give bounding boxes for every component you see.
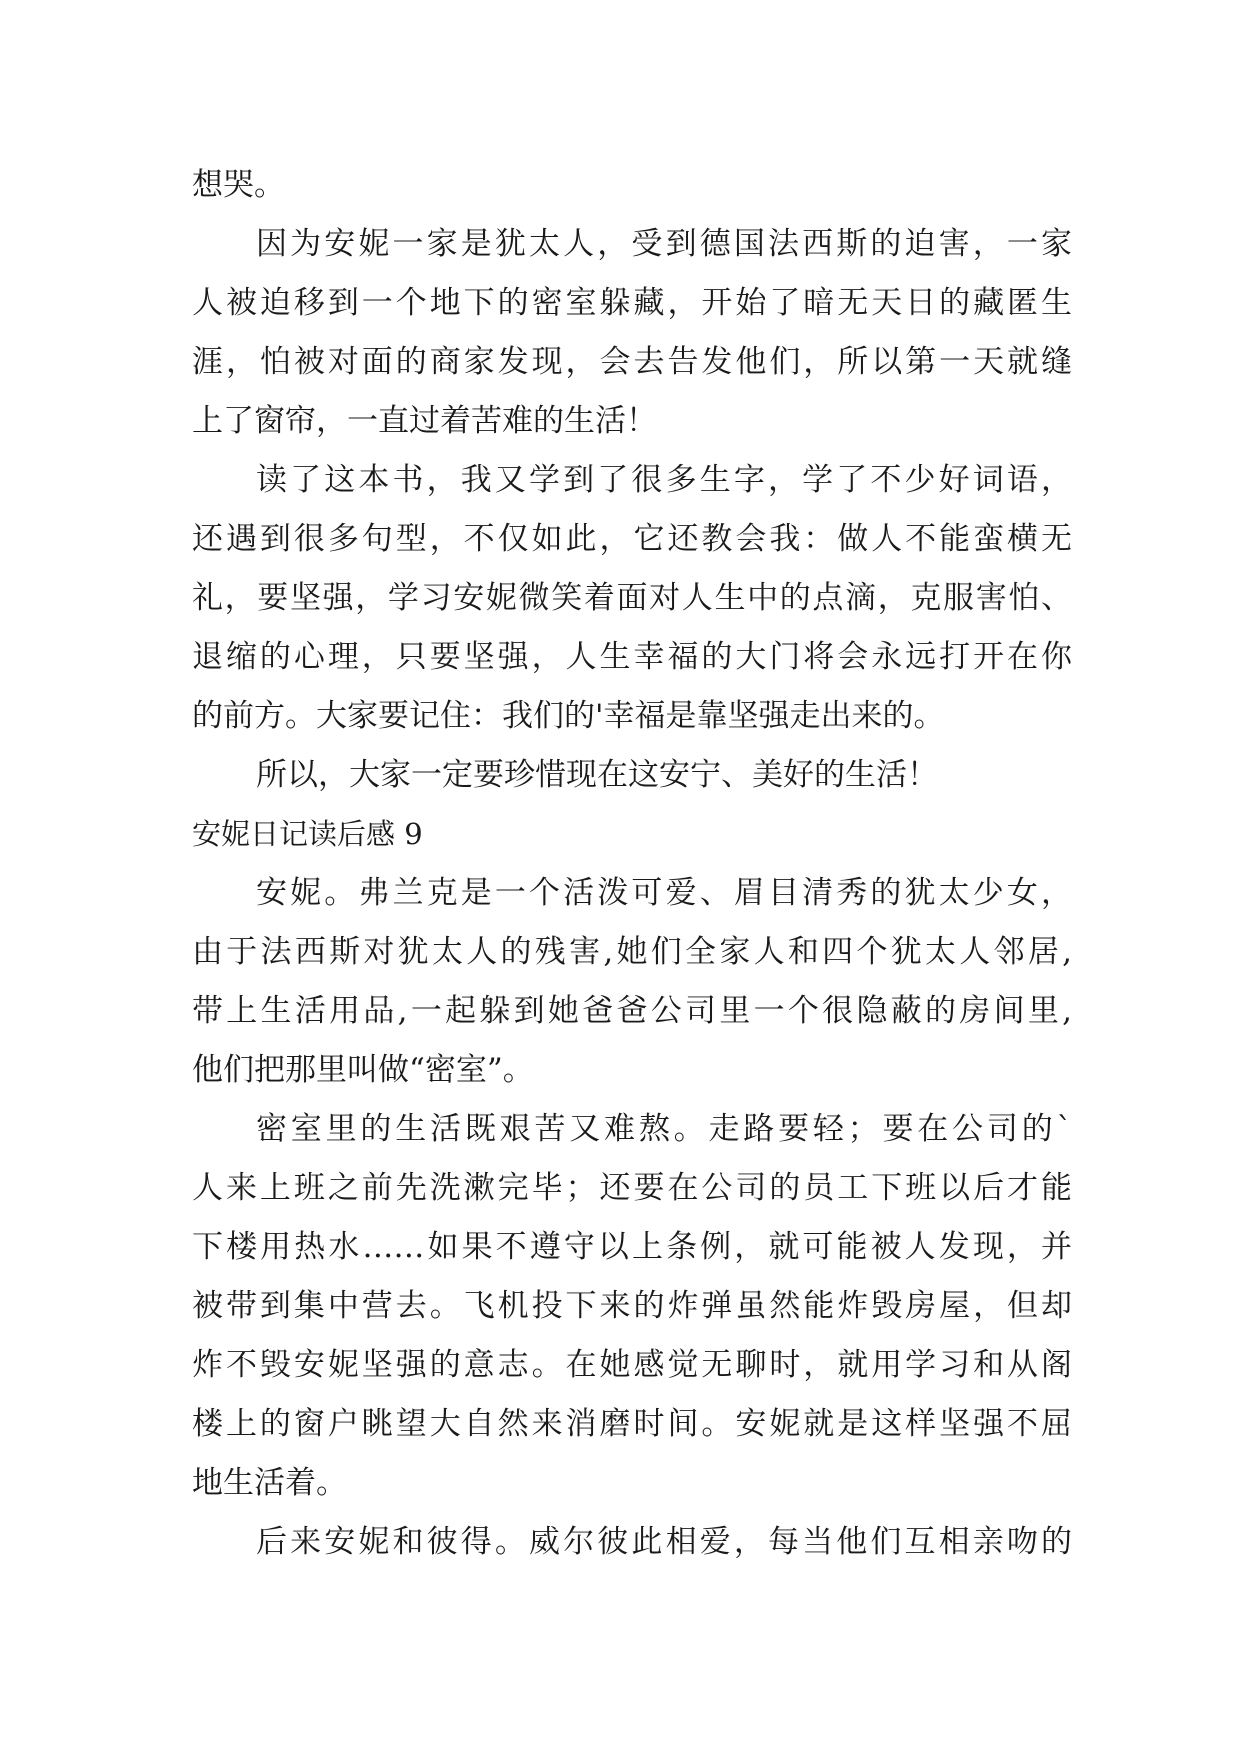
paragraph-line: 想哭。 [192, 167, 285, 203]
paragraph-line: 带上生活用品,一起躲到她爸爸公司里一个很隐蔽的房间里, [192, 993, 1072, 1029]
document-body [192, 156, 1072, 1572]
paragraph-line: 楼上的窗户眺望大自然来消磨时间。安妮就是这样坚强不屈 [192, 1406, 1072, 1442]
paragraph-line: 地生活着。 [192, 1465, 347, 1501]
paragraph-line: 他们把那里叫做“密室”。 [192, 1052, 534, 1088]
paragraph-first-line: 密室里的生活既艰苦又难熬。走路要轻；要在公司的` [256, 1111, 1072, 1147]
paragraph-line: 涯，怕被对面的商家发现，会去告发他们，所以第一天就缝 [192, 344, 1072, 380]
paragraph-first-line: 读了这本书，我又学到了很多生字，学了不少好词语， [256, 462, 1072, 498]
section-heading: 安妮日记读后感 9 [192, 817, 423, 851]
paragraph-line: 退缩的心理，只要坚强，人生幸福的大门将会永远打开在你 [192, 639, 1072, 675]
paragraph-line: 下楼用热水……如果不遵守以上条例，就可能被人发现，并 [192, 1229, 1072, 1265]
paragraph-line: 由于法西斯对犹太人的残害,她们全家人和四个犹太人邻居, [192, 934, 1072, 970]
paragraph-first-line: 后来安妮和彼得。威尔彼此相爱，每当他们互相亲吻的 [256, 1524, 1072, 1560]
paragraph-first-line: 所以，大家一定要珍惜现在这安宁、美好的生活！ [256, 757, 938, 793]
paragraph-line: 人被迫移到一个地下的密室躲藏，开始了暗无天日的藏匿生 [192, 285, 1072, 321]
paragraph-first-line: 安妮。弗兰克是一个活泼可爱、眉目清秀的犹太少女， [256, 875, 1072, 911]
paragraph-line: 人来上班之前先洗漱完毕；还要在公司的员工下班以后才能 [192, 1170, 1072, 1206]
paragraph-line: 上了窗帘，一直过着苦难的生活！ [192, 403, 657, 439]
paragraph-line: 炸不毁安妮坚强的意志。在她感觉无聊时，就用学习和从阁 [192, 1347, 1072, 1383]
paragraph-line: 礼，要坚强，学习安妮微笑着面对人生中的点滴，克服害怕、 [192, 580, 1072, 616]
paragraph-line: 的前方。大家要记住：我们的'幸福是靠坚强走出来的。 [192, 698, 945, 734]
paragraph-first-line: 因为安妮一家是犹太人，受到德国法西斯的迫害，一家 [256, 226, 1072, 262]
paragraph-line: 还遇到很多句型，不仅如此，它还教会我：做人不能蛮横无 [192, 521, 1072, 557]
paragraph-line: 被带到集中营去。飞机投下来的炸弹虽然能炸毁房屋，但却 [192, 1288, 1072, 1324]
